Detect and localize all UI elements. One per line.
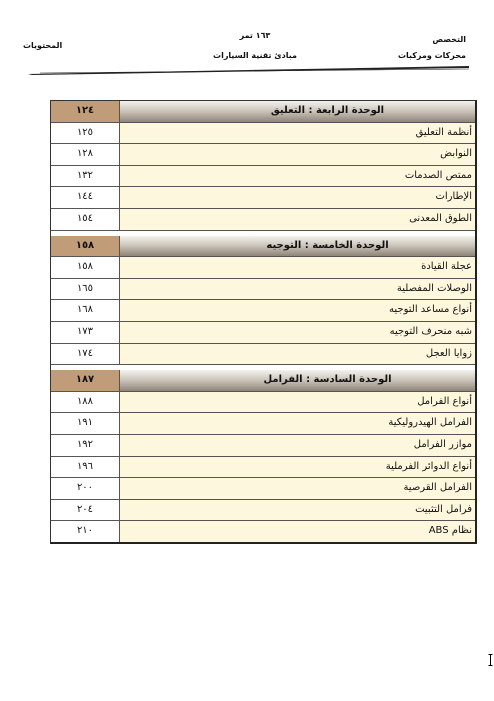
unit-title: الوحدة السادسة : الفرامل [263, 374, 392, 386]
toc-row [51, 299, 475, 321]
specialization-name: محركات ومركبات [397, 51, 466, 60]
toc-row [51, 391, 475, 413]
toc-row [51, 343, 475, 365]
page-number: ١٩٢ [51, 435, 120, 456]
toc-row [51, 186, 475, 208]
header-rule [28, 66, 469, 75]
text-cursor-icon [488, 654, 493, 666]
page-number: ١٦٨ [51, 300, 120, 321]
table-of-contents [50, 100, 477, 544]
unit-heading-row [51, 236, 475, 257]
entry-title: أنواع مساعد التوجيه [120, 300, 475, 321]
toc-row [51, 321, 475, 343]
page-number: ١٩١ [51, 413, 120, 434]
entry-title: زوايا العجل [120, 344, 475, 365]
course-title: مبادئ تقنية السيارات [213, 51, 297, 60]
page-number: ١٢٤ [51, 101, 120, 122]
toc-row [51, 477, 475, 499]
page-number: ١٢٨ [51, 144, 120, 165]
unit-heading-row [51, 101, 475, 122]
page-number: ١٧٤ [51, 344, 120, 365]
entry-title: أنواع الدوائر الفرملية [120, 457, 475, 478]
unit-title-cell [120, 101, 475, 122]
entry-title: موازر الفرامل [120, 435, 475, 456]
toc-row [51, 520, 475, 542]
entry-title: الطوق المعدنى [120, 209, 475, 230]
page-number: ١٥٤ [51, 209, 120, 230]
entry-title: أنواع الفرامل [120, 392, 475, 413]
entry-title: نظام ABS [120, 521, 475, 542]
page-number: ١٤٤ [51, 187, 120, 208]
page-number: ١٥٨ [51, 236, 120, 257]
unit-title-cell [120, 370, 475, 391]
page-number: ١٩٦ [51, 457, 120, 478]
entry-title: الفرامل القرصية [120, 478, 475, 499]
toc-row [51, 165, 475, 187]
toc-row [51, 143, 475, 165]
entry-title: شبه منحرف التوجيه [120, 322, 475, 343]
toc-row [51, 412, 475, 434]
page-number: ١٣٢ [51, 166, 120, 187]
entry-title: أنظمة التعليق [120, 123, 475, 144]
entry-title: النوابض [120, 144, 475, 165]
page-number: ١٦٥ [51, 279, 120, 300]
toc-row [51, 434, 475, 456]
unit-title-cell [120, 236, 475, 257]
entry-title: ممتص الصدمات [120, 166, 475, 187]
page-number: ٢١٠ [51, 521, 120, 542]
toc-row [51, 456, 475, 478]
toc-row [51, 278, 475, 300]
page-number: ١٥٨ [51, 257, 120, 278]
toc-row [51, 256, 475, 278]
page-number: ١٨٧ [51, 370, 120, 391]
unit-heading-row [51, 370, 475, 391]
toc-row [51, 499, 475, 521]
contents-label: المحتويات [23, 41, 63, 50]
page-number: ١٢٥ [51, 123, 120, 144]
toc-row [51, 208, 475, 230]
entry-title: عجلة القيادة [120, 257, 475, 278]
entry-title: فرامل التثبيت [120, 500, 475, 521]
entry-title: الفرامل الهيدروليكية [120, 413, 475, 434]
page-number: ١٨٨ [51, 392, 120, 413]
page-number: ٢٠٠ [51, 478, 120, 499]
course-code: ١٦٣ تمر [239, 31, 271, 40]
unit-title: الوحدة الرابعة : التعليق [270, 105, 385, 116]
entry-title: الإطارات [120, 187, 475, 208]
toc-row [51, 122, 475, 144]
entry-title: الوصلات المفصلية [120, 279, 475, 300]
unit-title: الوحدة الخامسة : التوجيه [266, 239, 389, 251]
page-number: ٢٠٤ [51, 500, 120, 521]
page-number: ١٧٣ [51, 322, 120, 343]
specialization-label: التخصص [432, 35, 466, 44]
